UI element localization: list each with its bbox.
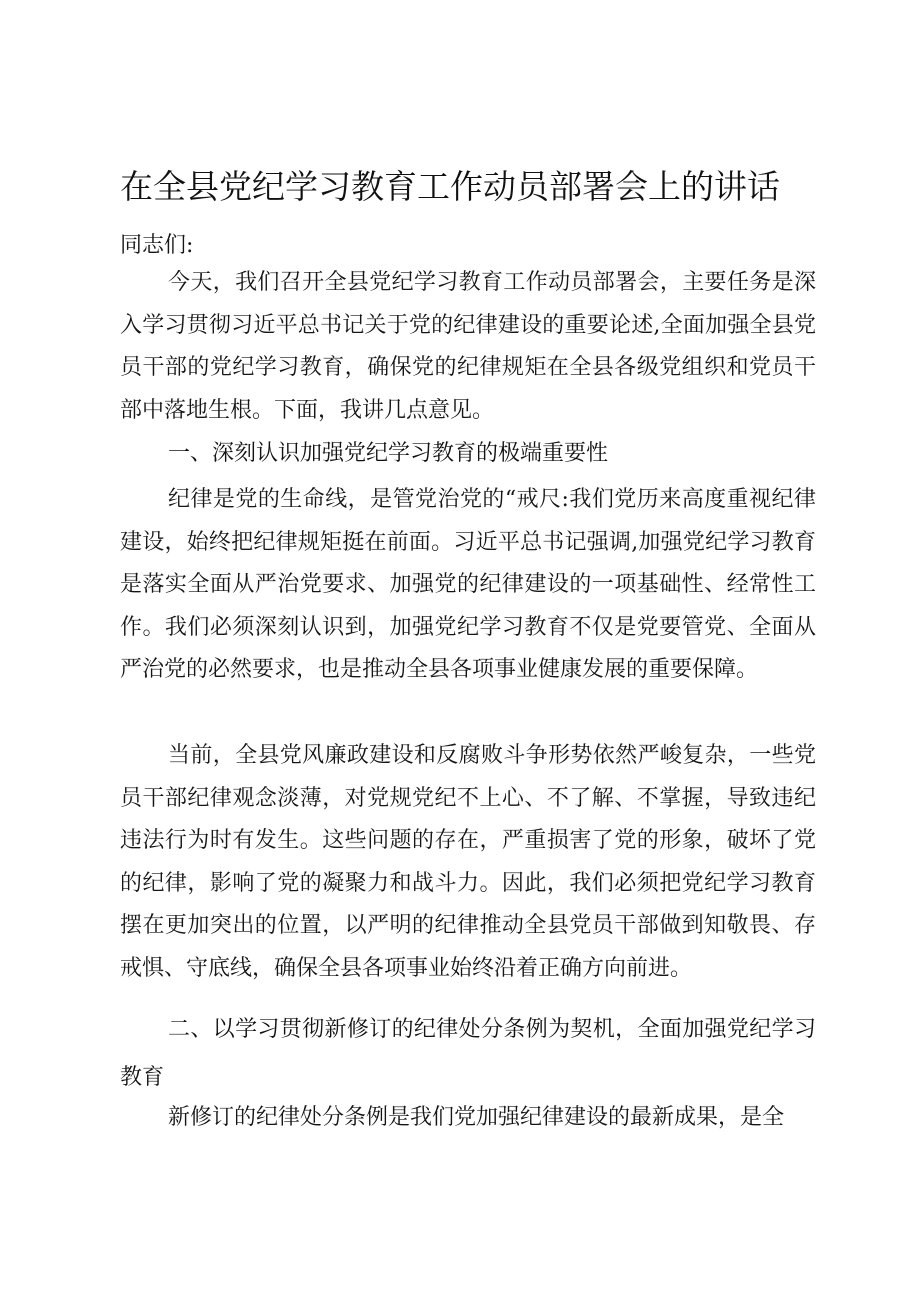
paragraph-new-regulations: 新修订的纪律处分条例是我们党加强纪律建设的最新成果，是全 xyxy=(168,1105,785,1130)
paragraph-current-situation: 当前，全县党风廉政建设和反腐败斗争形势依然严峻复杂，一些党员干部纪律观念淡薄，对党规党纪不上心、不了解、不掌握，导致违纪违法行为时有发生。这些问题的存在，严重损害了党的形象，破坏了党的纪律，影响了党的凝聚力和战斗力。因此，我们必须把党纪学习教育摆在更加突出的位置，以严明的纪律推动全县党员干部做到知敬畏、存戒惧、守底线，确保全县各项事业始终沿着正确方向前进。 xyxy=(120,743,816,981)
document-title: 在全县党纪学习教育工作动员部署会上的讲话 xyxy=(120,167,780,206)
section-heading-2: 二、以学习贯彻新修订的纪律处分条例为契机，全面加强党纪学习教育 xyxy=(120,1017,816,1090)
paragraph-opening: 今天，我们召开全县党纪学习教育工作动员部署会，主要任务是深入学习贯彻习近平总书记关于党的纪律建设的重要论述,全面加强全县党员干部的党纪学习教育，确保党的纪律规矩在全县各级党组织和党员干部中落地生根。下面，我讲几点意见。 xyxy=(120,270,816,423)
paragraph-discipline-lifeline: 纪律是党的生命线，是管党治党的“戒尺:我们党历来高度重视纪律建设，始终把纪律规矩挺在前面。习近平总书记强调,加强党纪学习教育是落实全面从严治党要求、加强党的纪律建设的一项基础性、经常性工作。我们必须深刻认识到，加强党纪学习教育不仅是党要管党、全面从严治党的必然要求，也是推动全县各项事业健康发展的重要保障。 xyxy=(120,487,816,682)
salutation: 同志们: xyxy=(120,233,194,258)
section-heading-1: 一、深刻认识加强党纪学习教育的极端重要性 xyxy=(168,441,609,466)
